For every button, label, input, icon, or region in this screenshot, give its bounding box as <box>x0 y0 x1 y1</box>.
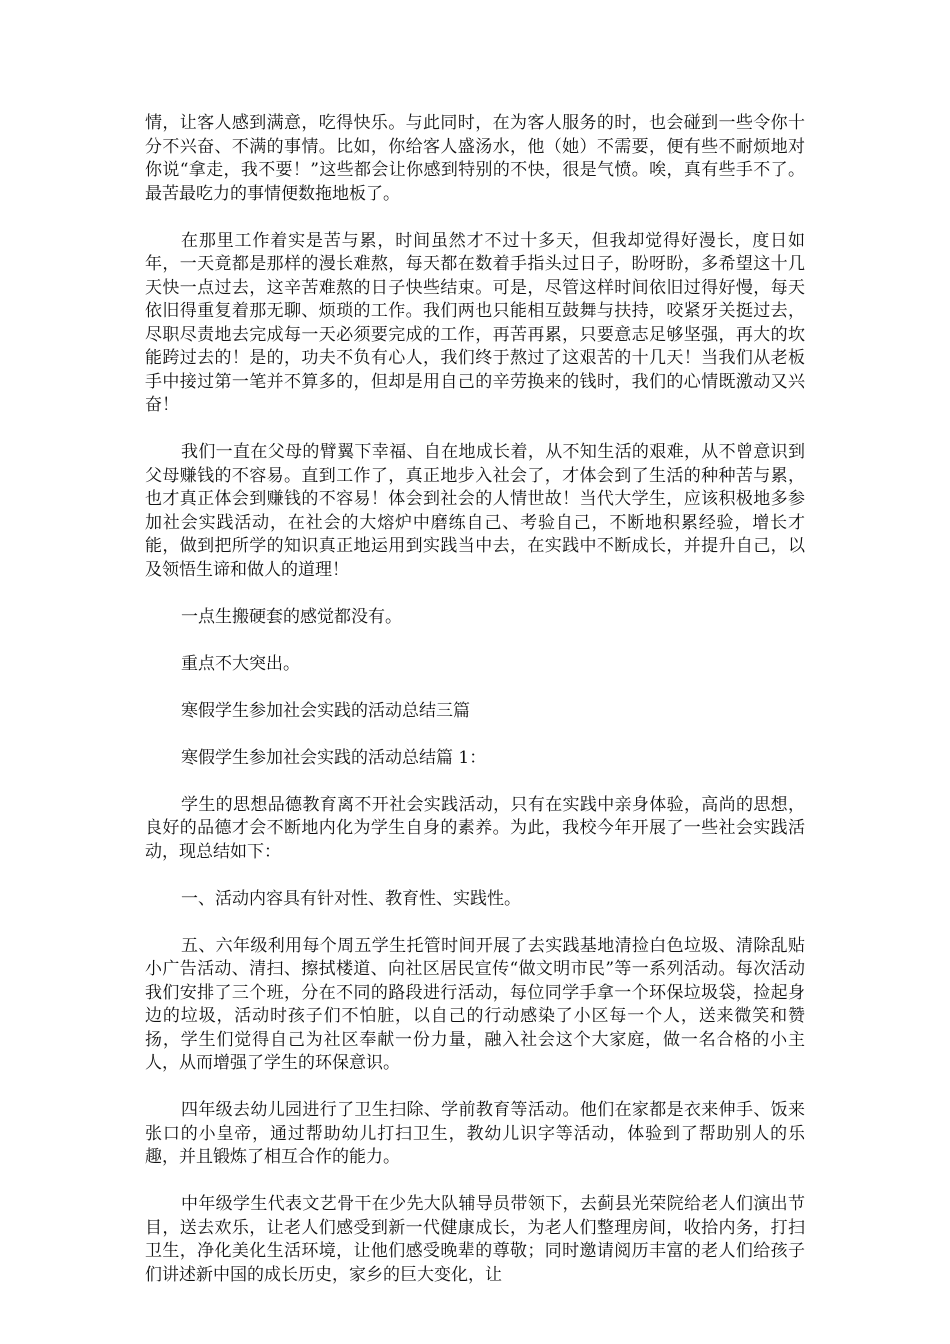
paragraph-3: 我们一直在父母的臂翼下幸福、自在地成长着，从不知生活的艰难，从不曾意识到父母赚钱的不容易。直到工作了，真正地步入社会了，才体会到了生活的种种苦与累，也才真正体会到赚钱的不容易！体会到社会的人情世故！当代大学生，应该积极地多参加社会实践活动，在社会的大熔炉中磨练自己、考验自己，不断地积累经验，增长才能，做到把所学的知识真正地运用到实践当中去，在实践中不断成长，并提升自己，以及领悟生谛和做人的道理！ <box>145 442 805 580</box>
subsection-title: 寒假学生参加社会实践的活动总结篇 1： <box>181 747 487 768</box>
paragraph-12: 中年级学生代表文艺骨干在少先大队辅导员带领下，去蓟县光荣院给老人们演出节目，送去欢乐，让老人们感受到新一代健康成长，为老人们整理房间，收拾内务，打扫卫生，净化美化生活环境，让他们感受晚辈的尊敬；同时邀请阅历丰富的老人们给孩子们讲述新中国的成长历史，家乡的巨大变化，让 <box>145 1194 805 1285</box>
document-page <box>145 112 805 1311</box>
section-title: 寒假学生参加社会实践的活动总结三篇 <box>181 700 470 721</box>
paragraph-8: 学生的思想品德教育离不开社会实践活动，只有在实践中亲身体验，高尚的思想，良好的品德才会不断地内化为学生自身的素养。为此，我校今年开展了一些社会实践活动，现总结如下： <box>145 794 805 862</box>
list-heading-1: 一、活动内容具有针对性、教育性、实践性。 <box>181 888 521 909</box>
paragraph-4: 一点生搬硬套的感觉都没有。 <box>181 606 402 627</box>
paragraph-10: 五、六年级利用每个周五学生托管时间开展了去实践基地清捡白色垃圾、清除乱贴小广告活动、清扫、擦拭楼道、向社区居民宣传“做文明市民”等一系列活动。每次活动我们安排了三个班，分在不同的路段进行活动，每位同学手拿一个环保垃圾袋，捡起身边的垃圾，活动时孩子们不怕脏，以自己的行动感染了小区每一个人，送来微笑和赞扬，学生们觉得自己为社区奉献一份力量，融入社会这个大家庭，做一名合格的小主人，从而增强了学生的环保意识。 <box>145 935 805 1073</box>
paragraph-5: 重点不大突出。 <box>181 653 300 674</box>
paragraph-2: 在那里工作着实是苦与累，时间虽然才不过十多天，但我却觉得好漫长，度日如年，一天竟都是那样的漫长难熬，每天都在数着手指头过日子，盼呀盼，多希望这十几天快一点过去，这辛苦难熬的日子快些结束。可是，尽管这样时间依旧过得好慢，每天依旧得重复着那无聊、烦琐的工作。我们两也只能相互鼓舞与扶持，咬紧牙关挺过去，尽职尽责地去完成每一天必须要完成的工作，再苦再累，只要意志足够坚强，再大的坎能跨过去的！是的，功夫不负有心人，我们终于熬过了这艰苦的十几天！当我们从老板手中接过第一笔并不算多的，但却是用自己的辛劳换来的钱时，我们的心情既激动又兴奋！ <box>145 230 805 415</box>
paragraph-11: 四年级去幼儿园进行了卫生扫除、学前教育等活动。他们在家都是衣来伸手、饭来张口的小皇帝，通过帮助幼儿打扫卫生，教幼儿识字等活动，体验到了帮助别人的乐趣，并且锻炼了相互合作的能力。 <box>145 1100 805 1167</box>
paragraph-1: 情，让客人感到满意，吃得快乐。与此同时，在为客人服务的时，也会碰到一些令你十分不兴奋、不满的事情。比如，你给客人盛汤水，他（她）不需要，便有些不耐烦地对你说“拿走，我不要！”这些都会让你感到特别的不快，很是气愤。唉，真有些手不了。最苦最吃力的事情便数拖地板了。 <box>145 113 805 204</box>
